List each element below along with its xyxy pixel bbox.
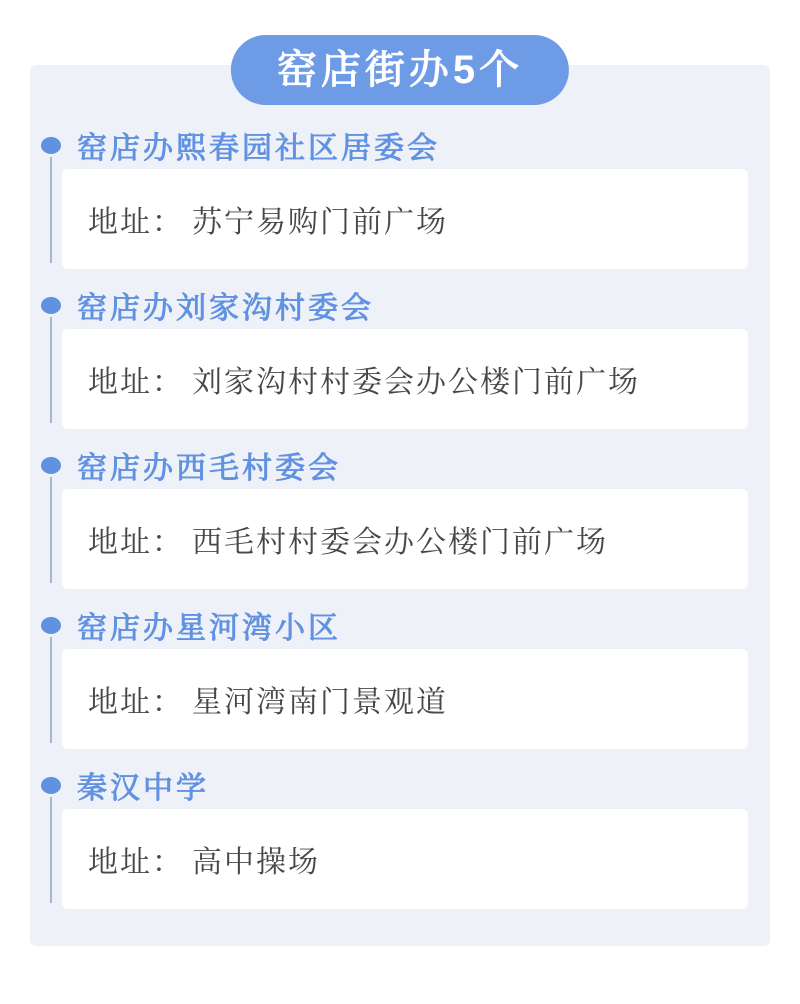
address-card <box>62 329 748 429</box>
address-card <box>62 809 748 909</box>
timeline-item <box>30 605 770 749</box>
timeline-connector-line <box>50 157 52 263</box>
timeline-item <box>30 125 770 269</box>
address-label: 地址： <box>88 846 184 879</box>
item-header <box>30 125 770 165</box>
item-title: 窑店办星河湾小区 <box>77 612 341 645</box>
timeline-item <box>30 445 770 589</box>
timeline-item <box>30 765 770 909</box>
item-header <box>30 605 770 645</box>
address-value: 刘家沟村村委会办公楼门前广场 <box>192 366 640 399</box>
address-value: 高中操场 <box>192 846 320 879</box>
address-value: 苏宁易购门前广场 <box>192 206 448 239</box>
timeline-connector-line <box>50 637 52 743</box>
timeline-item <box>30 285 770 429</box>
location-timeline <box>30 65 770 925</box>
section-badge: 窑店街办5个 <box>231 35 569 105</box>
timeline-dot-icon <box>41 617 61 634</box>
address-card <box>62 649 748 749</box>
timeline-dot-icon <box>41 137 61 154</box>
item-title: 窑店办刘家沟村委会 <box>77 292 374 325</box>
timeline-connector-line <box>50 797 52 903</box>
item-title: 窑店办熙春园社区居委会 <box>77 132 440 165</box>
address-value: 西毛村村委会办公楼门前广场 <box>192 526 608 559</box>
timeline-dot-icon <box>41 777 61 794</box>
address-label: 地址： <box>88 686 184 719</box>
address-label: 地址： <box>88 366 184 399</box>
timeline-connector-line <box>50 317 52 423</box>
timeline-connector-line <box>50 477 52 583</box>
address-label: 地址： <box>88 206 184 239</box>
address-value: 星河湾南门景观道 <box>192 686 448 719</box>
item-title: 窑店办西毛村委会 <box>77 452 341 485</box>
item-header <box>30 765 770 805</box>
timeline-dot-icon <box>41 457 61 474</box>
item-title: 秦汉中学 <box>77 772 209 805</box>
address-card <box>62 169 748 269</box>
timeline-dot-icon <box>41 297 61 314</box>
address-card <box>62 489 748 589</box>
item-header <box>30 445 770 485</box>
item-header <box>30 285 770 325</box>
address-label: 地址： <box>88 526 184 559</box>
